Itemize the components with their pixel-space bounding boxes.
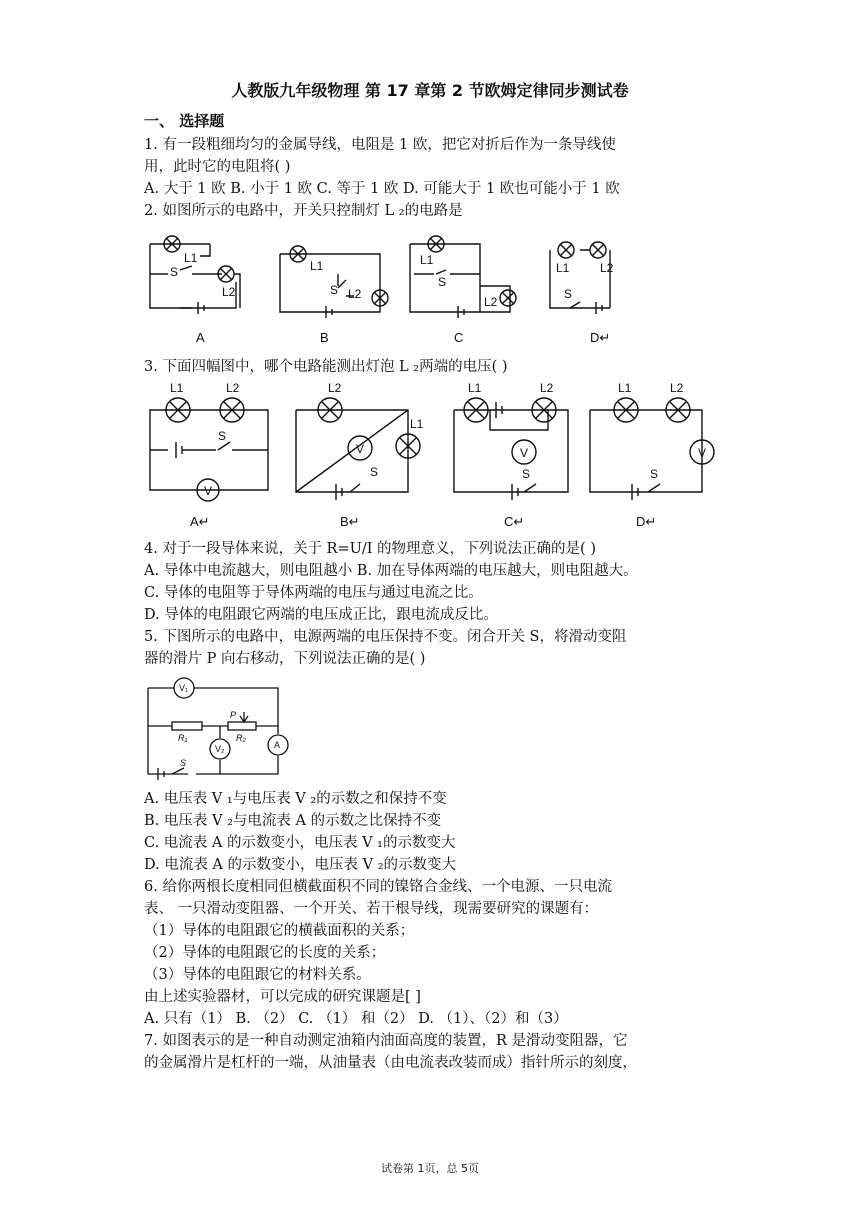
q3b-s-label: S [370, 465, 379, 479]
q3c-v-label: V [520, 446, 529, 460]
q2c-l1-label: L1 [420, 253, 434, 267]
q2d-l1-label: L1 [556, 261, 570, 275]
section-heading: 一、 选择题 [144, 112, 225, 130]
q2b-l2-label: L2 [348, 287, 362, 301]
q3d-v-label: V [698, 446, 707, 460]
q5-v2-label: V₂ [215, 744, 225, 754]
q2a-l1-label: L1 [184, 251, 198, 265]
q5-r2-label: R₂ [236, 733, 246, 743]
q6-stem-line3: 由上述实验器材，可以完成的研究课题是[ ] [144, 989, 421, 1005]
q5-v1-label: V₁ [179, 683, 189, 693]
q6-item-1: （1）导体的电阻跟它的横截面积的关系； [144, 923, 415, 939]
q4-option-c: C. 导体的电阻等于导体两端的电压与通过电流之比。 [144, 585, 483, 601]
q2c-l2-label: L2 [484, 295, 498, 309]
q3a-l1-label: L1 [170, 381, 184, 395]
q2-label-b: B [320, 330, 329, 345]
q3b-l1-label: L1 [410, 417, 424, 431]
page-title: 人教版九年级物理 第 17 章第 2 节欧姆定律同步测试卷 [231, 81, 629, 100]
q4-stem: 4. 对于一段导体来说，关于 R=U/I 的物理意义，下列说法正确的是( ) [144, 541, 596, 557]
q6-item-2: （2）导体的电阻跟它的长度的关系； [144, 945, 386, 961]
q6-stem-line1: 6. 给你两根长度相同但横截面积不同的镍铬合金线、一个电源、一只电流 [144, 879, 612, 895]
q3b-v-label: V [356, 442, 365, 456]
q2a-l2-label: L2 [222, 285, 236, 299]
q2-label-c: C [454, 330, 464, 345]
q2c-s-label: S [438, 275, 447, 289]
q1-options: A. 大于 1 欧 B. 小于 1 欧 C. 等于 1 欧 D. 可能大于 1 欧也可能小于 1 欧 [144, 181, 620, 197]
q2-stem: 2. 如图所示的电路中，开关只控制灯 L ₂的电路是 [144, 203, 463, 219]
page-footer: 试卷第 1页，总 5页 [381, 1162, 479, 1175]
q7-stem-line1: 7. 如图表示的是一种自动测定油箱内油面高度的装置，R 是滑动变阻器，它 [144, 1033, 628, 1049]
q5-p-label: P [230, 710, 237, 720]
q5-circuit-figure [144, 676, 294, 782]
q3-label-c: C↵ [504, 514, 525, 529]
q5-option-c: C. 电流表 A 的示数变小，电压表 V ₁的示数变大 [144, 835, 456, 851]
q3-label-b: B↵ [340, 514, 360, 529]
q5-a-label: A [274, 740, 281, 750]
q5-option-b: B. 电压表 V ₂与电流表 A 的示数之比保持不变 [144, 813, 442, 829]
q2d-s-label: S [564, 287, 573, 301]
q1-stem-line1: 1. 有一段粗细均匀的金属导线，电阻是 1 欧，把它对折后作为一条导线使 [144, 137, 616, 153]
q3c-l1-label: L1 [468, 381, 482, 395]
q3a-s-label: S [218, 429, 227, 443]
q3d-l2-label: L2 [670, 381, 684, 395]
q4-option-d: D. 导体的电阻跟它两端的电压成正比，跟电流成反比。 [144, 607, 498, 623]
q3c-l2-label: L2 [540, 381, 554, 395]
q2-circuit-figure [140, 226, 660, 354]
q3-circuit-figure [140, 380, 720, 530]
q3c-s-label: S [522, 467, 531, 481]
q2b-s-label: S [330, 283, 339, 297]
q3b-l2-label: L2 [328, 381, 342, 395]
q2-label-d: D↵ [590, 330, 611, 345]
q2-label-a: A [196, 330, 205, 345]
q2d-l2-label: L2 [600, 261, 614, 275]
q3-stem: 3. 下面四幅图中，哪个电路能测出灯泡 L ₂两端的电压( ) [144, 359, 508, 375]
q3d-s-label: S [650, 467, 659, 481]
q6-options: A. 只有（1） B. （2） C. （1） 和（2） D. （1）、（2）和（3） [144, 1011, 568, 1027]
q2a-s-label: S [170, 265, 179, 279]
q5-r1-label: R₁ [178, 733, 188, 743]
q3a-l2-label: L2 [226, 381, 240, 395]
q5-option-d: D. 电流表 A 的示数变小，电压表 V ₂的示数变大 [144, 857, 457, 873]
q2b-l1-label: L1 [310, 259, 324, 273]
q3-label-a: A↵ [190, 514, 210, 529]
q5-stem-line1: 5. 下图所示的电路中，电源两端的电压保持不变。闭合开关 S，将滑动变阻 [144, 629, 627, 645]
q5-s-label: S [180, 758, 187, 768]
q5-option-a: A. 电压表 V ₁与电压表 V ₂的示数之和保持不变 [144, 791, 447, 807]
q3-label-d: D↵ [636, 514, 657, 529]
q1-stem-line2: 用，此时它的电阻将( ) [144, 159, 291, 175]
q7-stem-line2: 的金属滑片是杠杆的一端，从油量表（由电流表改装而成）指针所示的刻度， [144, 1055, 637, 1071]
q6-stem-line2: 表、 一只滑动变阻器、一个开关、若干根导线，现需要研究的课题有： [144, 901, 599, 917]
q4-options-ab: A. 导体中电流越大，则电阻越小 B. 加在导体两端的电压越大，则电阻越大。 [144, 563, 638, 579]
q5-stem-line2: 器的滑片 P 向右移动，下列说法正确的是( ) [144, 651, 426, 667]
q3a-v-label: V [204, 484, 213, 498]
q6-item-3: （3）导体的电阻跟它的材料关系。 [144, 967, 371, 983]
q3d-l1-label: L1 [618, 381, 632, 395]
